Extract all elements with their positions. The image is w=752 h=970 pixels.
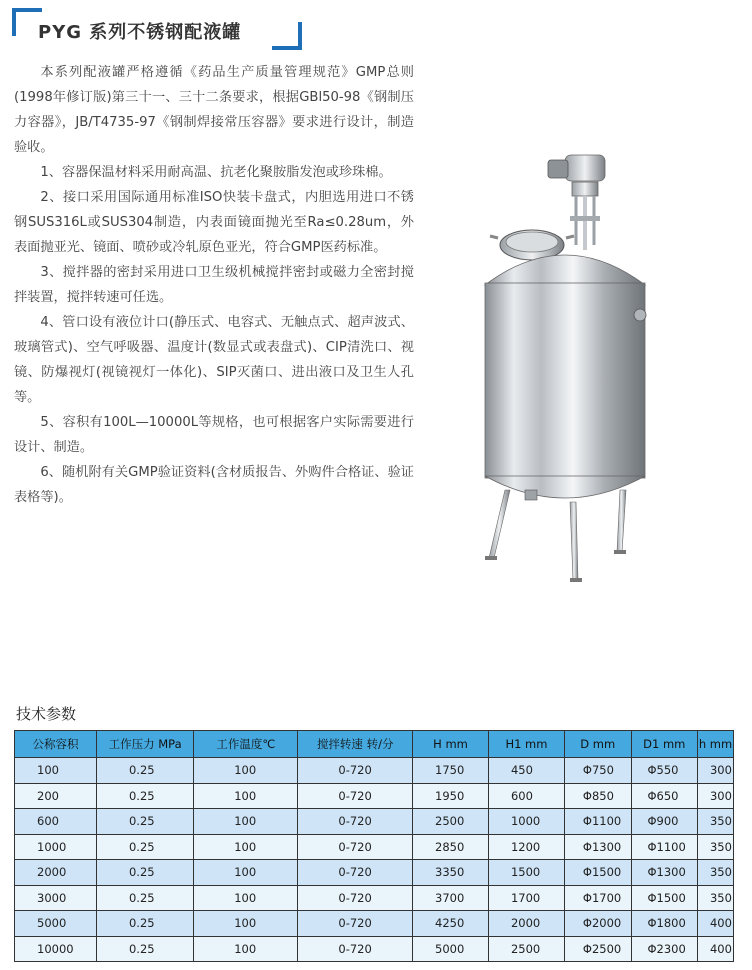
- table-cell: 4250: [413, 911, 489, 937]
- title-bracket-top: [12, 8, 42, 12]
- table-cell: 100: [194, 936, 298, 962]
- table-cell: Φ2300: [631, 936, 697, 962]
- table-cell: 100: [194, 809, 298, 835]
- table-cell: 100: [194, 834, 298, 860]
- paragraph-5: 5、容积有100L—10000L等规格，也可根据客户实际需要进行设计、制造。: [14, 415, 414, 455]
- table-cell: 2000: [488, 911, 564, 937]
- paragraph-4: 4、管口设有液位计口(静压式、电容式、无触点式、超声波式、玻璃管式)、空气呼吸器、温度计(数显式或表盘式)、CIP清洗口、视镜、防爆视灯(视镜视灯一体化)、SIP灭菌口、进出液口及卫生人孔等。: [14, 315, 414, 405]
- table-cell: Φ2500: [564, 936, 631, 962]
- table-cell: 400: [697, 911, 733, 937]
- table-cell: Φ550: [631, 758, 697, 784]
- table-cell: 2500: [413, 809, 489, 835]
- table-cell: 400: [697, 936, 733, 962]
- table-cell: 0-720: [298, 936, 413, 962]
- table-cell: 2850: [413, 834, 489, 860]
- header-capacity: 公称容积: [15, 731, 97, 758]
- table-cell: 350: [697, 860, 733, 886]
- page-title: PYG 系列不锈钢配液罐: [38, 22, 242, 43]
- table-cell: 1750: [413, 758, 489, 784]
- table-cell: Φ1300: [631, 860, 697, 886]
- paragraph-2: 2、接口采用国际通用标准ISO快装卡盘式，内胆选用进口不锈钢SUS316L或SUS304制造，内表面镜面抛光至Ra≤0.28um，外表面抛亚光、镜面、喷砂或冷轧原色亚光，符合GMP医药标准。: [14, 190, 414, 255]
- table-cell: 1500: [488, 860, 564, 886]
- table-cell: 600: [15, 809, 97, 835]
- table-cell: 200: [15, 783, 97, 809]
- table-cell: 350: [697, 809, 733, 835]
- table-cell: 3350: [413, 860, 489, 886]
- table-cell: 100: [194, 911, 298, 937]
- table-cell: 1200: [488, 834, 564, 860]
- description: [14, 60, 414, 510]
- table-cell: 300: [697, 783, 733, 809]
- table-cell: Φ750: [564, 758, 631, 784]
- table-cell: 600: [488, 783, 564, 809]
- table-cell: 3000: [15, 885, 97, 911]
- table-cell: 0.25: [96, 860, 193, 886]
- agitator-frame-icon: [570, 196, 600, 250]
- side-port-icon: [634, 309, 646, 321]
- table-cell: Φ1500: [631, 885, 697, 911]
- header-small-h: h mm: [697, 731, 733, 758]
- table-cell: 0.25: [96, 758, 193, 784]
- table-cell: 1950: [413, 783, 489, 809]
- table-cell: 0.25: [96, 783, 193, 809]
- motor-icon: [548, 155, 605, 196]
- table-cell: 0-720: [298, 860, 413, 886]
- table-cell: 350: [697, 885, 733, 911]
- table-cell: 0-720: [298, 911, 413, 937]
- tank-image: [470, 150, 660, 590]
- table-cell: Φ650: [631, 783, 697, 809]
- table-cell: Φ1100: [631, 834, 697, 860]
- table-cell: Φ900: [631, 809, 697, 835]
- header-pressure: 工作压力 MPa: [96, 731, 193, 758]
- paragraph-3: 3、搅拌器的密封采用进口卫生级机械搅拌密封或磁力全密封搅拌装置，搅拌转速可任选。: [14, 265, 414, 305]
- table-cell: 1700: [488, 885, 564, 911]
- table-cell: 0.25: [96, 936, 193, 962]
- spec-table: [14, 730, 734, 962]
- table-cell: 100: [15, 758, 97, 784]
- table-cell: 450: [488, 758, 564, 784]
- header-speed: 搅拌转速 转/分: [298, 731, 413, 758]
- table-row: [15, 834, 734, 860]
- header-h: H mm: [413, 731, 489, 758]
- table-cell: 2500: [488, 936, 564, 962]
- tank-legs-icon: [485, 490, 626, 582]
- table-cell: 100: [194, 783, 298, 809]
- paragraph-1: 1、容器保温材料采用耐高温、抗老化聚胺脂发泡或珍珠棉。: [40, 165, 392, 180]
- table-cell: Φ1500: [564, 860, 631, 886]
- table-cell: 0-720: [298, 758, 413, 784]
- table-header-row: [15, 731, 734, 758]
- title-bracket-bottom: [272, 46, 302, 50]
- table-cell: Φ1700: [564, 885, 631, 911]
- header-h1: H1 mm: [488, 731, 564, 758]
- title-frame: [12, 8, 302, 50]
- table-cell: 3700: [413, 885, 489, 911]
- table-row: [15, 936, 734, 962]
- table-row: [15, 758, 734, 784]
- spec-section-title: 技术参数: [16, 705, 77, 723]
- header-d: D mm: [564, 731, 631, 758]
- table-cell: 0-720: [298, 783, 413, 809]
- table-cell: Φ2000: [564, 911, 631, 937]
- table-cell: 0-720: [298, 834, 413, 860]
- table-cell: Φ1100: [564, 809, 631, 835]
- table-cell: 100: [194, 758, 298, 784]
- table-cell: 1000: [15, 834, 97, 860]
- table-row: [15, 860, 734, 886]
- header-d1: D1 mm: [631, 731, 697, 758]
- table-cell: Φ1300: [564, 834, 631, 860]
- table-cell: 100: [194, 885, 298, 911]
- table-row: [15, 911, 734, 937]
- table-cell: 0-720: [298, 885, 413, 911]
- table-cell: 0.25: [96, 911, 193, 937]
- table-cell: 0.25: [96, 809, 193, 835]
- table-cell: 2000: [15, 860, 97, 886]
- table-row: [15, 783, 734, 809]
- table-body: [15, 758, 734, 962]
- table-cell: 1000: [488, 809, 564, 835]
- table-cell: 100: [194, 860, 298, 886]
- table-cell: Φ850: [564, 783, 631, 809]
- table-row: [15, 885, 734, 911]
- table-cell: 5000: [15, 911, 97, 937]
- table-cell: 0-720: [298, 809, 413, 835]
- outlet-icon: [525, 490, 537, 500]
- table-row: [15, 809, 734, 835]
- table-cell: 10000: [15, 936, 97, 962]
- table-cell: 0.25: [96, 885, 193, 911]
- table-cell: 0.25: [96, 834, 193, 860]
- table-cell: Φ1800: [631, 911, 697, 937]
- table-cell: 350: [697, 834, 733, 860]
- tank-body-icon: [485, 283, 645, 478]
- header-temperature: 工作温度℃: [194, 731, 298, 758]
- table-cell: 300: [697, 758, 733, 784]
- table-cell: 5000: [413, 936, 489, 962]
- paragraph-intro: 本系列配液罐严格遵循《药品生产质量管理规范》GMP总则(1998年修订版)第三十一、三十二条要求，根据GBl50-98《钢制压力容器》，JB/T4735-97《钢制焊接常压容器》要求进行设计，制造验收。: [14, 65, 414, 155]
- title-bracket-left: [12, 8, 16, 36]
- tank-dome-icon: [485, 255, 645, 285]
- paragraph-6: 6、随机附有关GMP验证资料(含材质报告、外购件合格证、验证表格等)。: [14, 465, 414, 505]
